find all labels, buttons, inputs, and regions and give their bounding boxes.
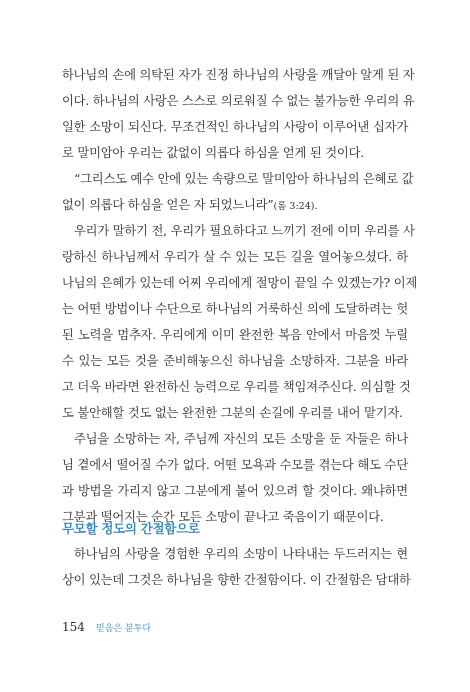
page-footer: [62, 616, 151, 635]
text-line: 하나님의 사랑을 경험한 우리의 소망이 나타내는 두드러지는 현: [74, 547, 408, 561]
text-line: 된 노력을 멈추자. 우리에게 이미 완전한 복음 안에서 마음껏 누릴: [62, 328, 408, 342]
running-title: 믿음은 분투다: [96, 624, 152, 634]
text-line: 로 말미암아 우리는 값없이 의롭다 하심을 얻게 된 것이다.: [62, 146, 364, 160]
text-line: 랑하신 하나님께서 우리가 살 수 있는 모든 길을 열어놓으셨다. 하: [62, 250, 408, 264]
section-text-block: [62, 541, 411, 593]
quote-text: 없이 의롭다 하심을 얻은 자 되었느니라”: [62, 198, 274, 212]
text-line: 주님을 소망하는 자, 주님께 자신의 모든 소망을 둔 자들은 하나: [74, 432, 408, 446]
text-line: 도 불안해할 것도 없는 완전한 그분의 손길에 우리를 내어 맡기자.: [62, 406, 403, 420]
text-line: 나님의 은혜가 있는데 어찌 우리에게 절망이 끝일 수 있겠는가? 이제: [62, 276, 418, 290]
text-line: 는 어떤 방법이나 수단으로 하나님의 거룩하신 의에 도달하려는 헛: [62, 302, 408, 316]
text-line: 일한 소망이 되신다. 무조건적인 하나님의 사랑이 이루어낸 십자가: [62, 120, 408, 134]
paragraph: [62, 62, 415, 166]
paragraph: [62, 218, 418, 426]
page-number: 154: [62, 620, 85, 634]
section-heading: 무모할 정도의 간절함으로: [62, 521, 200, 536]
scripture-reference: (롬 3:24).: [273, 201, 318, 212]
text-line: 고 더욱 바라면 완전하신 능력으로 우리를 책임져주신다. 의심할 것: [62, 380, 411, 394]
main-text-block: [62, 62, 418, 530]
text-line: 수 있는 모든 것을 준비해놓으신 하나님을 소망하자. 그분을 바라: [62, 354, 408, 368]
text-line: 이다. 하나님의 사랑은 스스로 의로워질 수 없는 불가능한 우리의 유: [62, 94, 415, 108]
quotation-paragraph: [62, 166, 414, 218]
text-line: 님 곁에서 떨어질 수가 없다. 어떤 모욕과 수모를 겪는다 해도 수단: [62, 458, 408, 472]
text-line: 우리가 말하기 전, 우리가 필요하다고 느끼기 전에 이미 우리를 사: [74, 224, 415, 238]
paragraph: [62, 426, 408, 530]
text-line: 하나님의 손에 의탁된 자가 진정 하나님의 사랑을 깨달아 알게 된 자: [62, 68, 415, 82]
text-line: “그리스도 예수 안에 있는 속량으로 말미암아 하나님의 은혜로 값: [74, 172, 414, 186]
text-line: 그분과 떨어지는 순간 모든 소망이 끝나고 죽음이기 때문이다.: [62, 510, 384, 524]
text-line: [62, 192, 408, 218]
text-line: 상이 있는데 그것은 하나님을 향한 간절함이다. 이 간절함은 담대하: [62, 573, 411, 587]
text-line: 과 방법을 가리지 않고 그분에게 붙어 있으려 할 것이다. 왜냐하면: [62, 484, 408, 498]
